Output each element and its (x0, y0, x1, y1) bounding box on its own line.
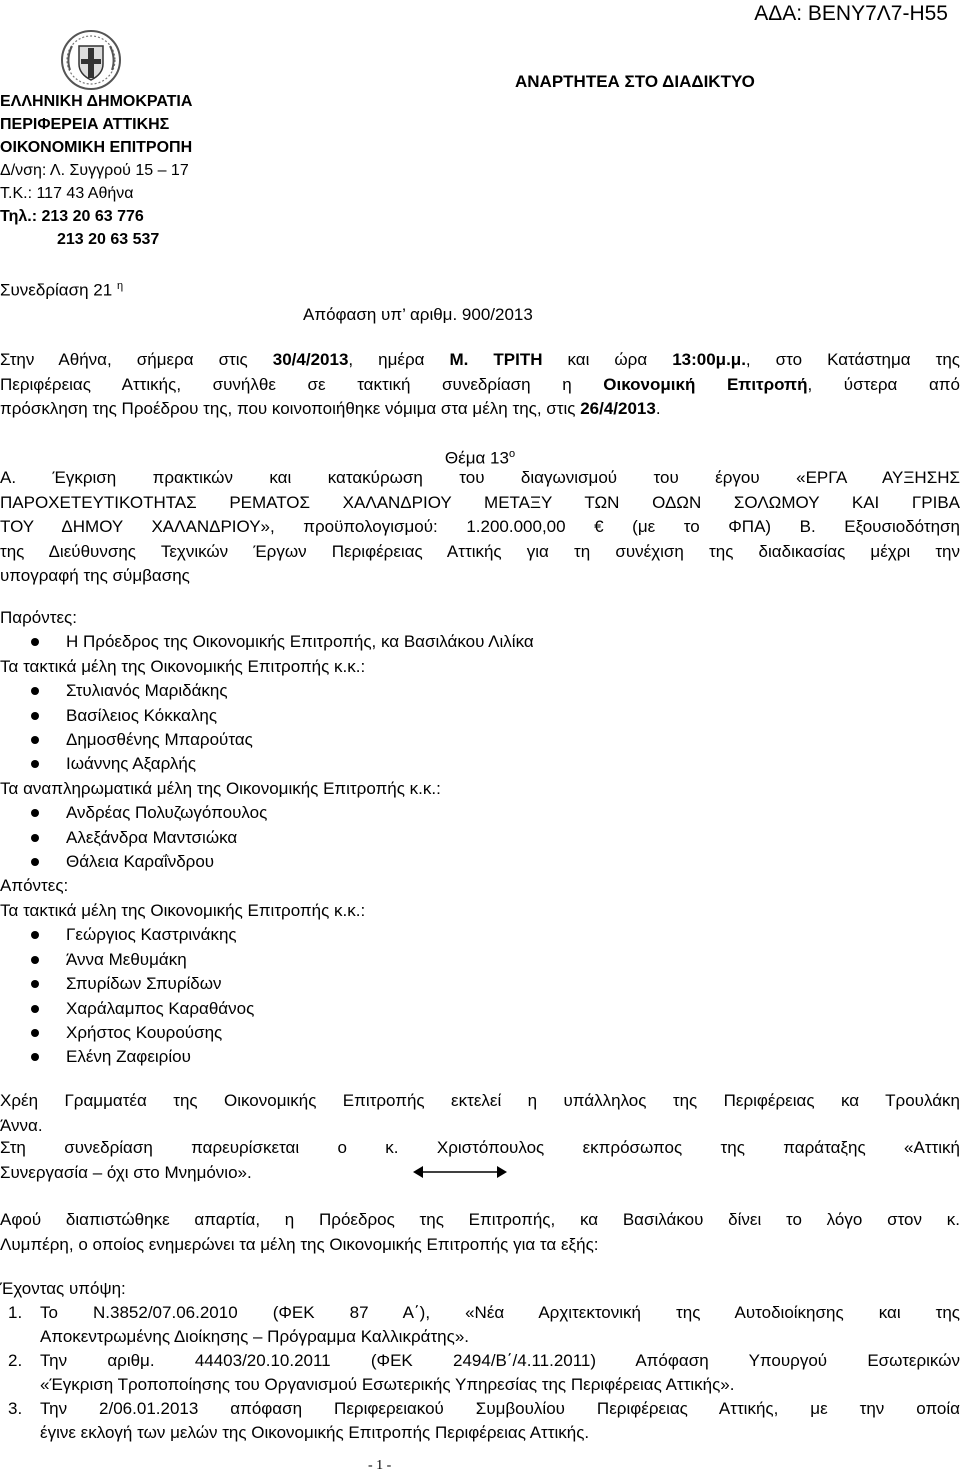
session-label: Συνεδρίαση 21 (0, 280, 113, 300)
secretary-paragraph (0, 1089, 960, 1138)
header-line-address: Δ/νση: Λ. Συγγρού 15 – 17 (0, 162, 189, 179)
considering-label: Έχοντας υπόψη: (0, 1279, 126, 1298)
bullet-icon (31, 1005, 39, 1013)
quorum-line-2: Λυμπέρη, ο οποίος ενημερώνει τα μέλη της Οικονομικής Επιτροπής για τα εξής: (0, 1234, 599, 1254)
subject-line-2: ΠΑΡΟΧΕΤΕΥΤΙΚΟΤΗΤΑΣ ΡΕΜΑΤΟΣ ΧΑΛΑΝΔΡΙΟΥ ΜΕΤΑΞΥ ΤΩΝ ΟΔΩΝ ΣΟΛΩΜΟΥ ΚΑΙ ΓΡΙΒΑ (0, 492, 960, 512)
subject-line-1: Α. Έγκριση πρακτικών και κατακύρωση του διαγωνισμού του έργου «ΕΡΓΑ ΑΥΞΗΣΗΣ (0, 468, 960, 487)
list-item (0, 752, 534, 776)
member-name: Ανδρέας Πολυζωγόπουλος (66, 803, 268, 823)
member-name: Δημοσθένης Μπαρούτας (66, 730, 253, 750)
list-item (0, 704, 534, 728)
list-item (0, 972, 534, 996)
subject-line-3: ΤΟΥ ΔΗΜΟΥ ΧΑΛΑΝΔΡΙΟΥ», προϋπολογισμού: 1.200.000,00 € (με το ΦΠΑ) Β. Εξουσιοδότηση (0, 517, 960, 536)
bullet-icon (31, 834, 39, 842)
quorum-paragraph (0, 1208, 960, 1257)
list-item (0, 948, 534, 972)
list-item (0, 826, 534, 850)
member-name: Ελένη Ζαφειρίου (66, 1047, 191, 1067)
list-item (0, 1349, 960, 1397)
member-name: Ιωάννης Αξαρλής (66, 754, 197, 774)
present-label: Παρόντες: (0, 608, 77, 627)
list-item (0, 679, 534, 703)
intro-text: και ώρα (542, 350, 673, 369)
list-item (0, 1397, 960, 1445)
meeting-date: 30/4/2013 (272, 350, 349, 369)
member-name: Γεώργιος Καστρινάκης (66, 925, 237, 945)
member-name: Χρήστος Κουρούσης (66, 1022, 223, 1042)
president-name: Η Πρόεδρος της Οικονομικής Επιτροπής, κα Βασιλάκου Λιλίκα (66, 632, 534, 652)
attendance-list (0, 606, 534, 1070)
member-name: Αλεξάνδρα Μαντσιώκα (66, 827, 238, 847)
decision-number: Απόφαση υπ’ αριθμ. 900/2013 (303, 305, 533, 324)
bullet-icon (31, 638, 39, 646)
alternate-members-label: Τα αναπληρωματικά μέλη της Οικονομικής Επιτροπής κ.κ.: (0, 778, 441, 798)
list-item (0, 997, 534, 1021)
intro-paragraph (0, 348, 960, 422)
ada-code: ΑΔΑ: ΒΕΝΥ7Λ7-Η55 (754, 2, 948, 25)
header-line-phone2: 213 20 63 537 (57, 231, 160, 248)
intro-text: Περιφέρειας Αττικής, συνήλθε σε τακτική συνεδρίαση η (0, 374, 604, 394)
header-line-committee: ΟΙΚΟΝΟΜΙΚΗ ΕΠΙΤΡΟΠΗ (0, 139, 193, 156)
bullet-icon (31, 712, 39, 720)
presence-line-1: Στη συνεδρίαση παρευρίσκεται ο κ. Χριστόπουλος εκπρόσωπος της παράταξης «Αττική (0, 1138, 960, 1157)
member-name: Άννα Μεθυμάκη (66, 949, 187, 969)
intro-text: , ύστερα από (807, 374, 960, 394)
page-number: - 1 - (368, 1458, 392, 1473)
member-name: Σπυρίδων Σπυρίδων (66, 974, 222, 994)
double-arrow-icon (413, 1165, 507, 1179)
bullet-icon (31, 956, 39, 964)
header-line-region: ΠΕΡΙΦΕΡΕΙΑ ΑΤΤΙΚΗΣ (0, 116, 170, 133)
header-line-country: ΕΛΛΗΝΙΚΗ ΔΗΜΟΚΡΑΤΙΑ (0, 93, 193, 110)
header-line-phone: Τηλ.: 213 20 63 776 (0, 208, 144, 225)
meeting-time: 13:00μ.μ. (672, 350, 746, 369)
item-line: Το Ν.3852/07.06.2010 (ΦΕΚ 87 Α΄), «Νέα Αρχιτεκτονική της Αυτοδιοίκησης και της (40, 1303, 960, 1322)
subject-paragraph (0, 466, 960, 589)
member-name: Βασίλειος Κόκκαλης (66, 705, 218, 725)
issuer-header (0, 90, 192, 251)
member-name: Θάλεια Καραΐνδρου (66, 852, 215, 872)
regular-members-label: Τα τακτικά μέλη της Οικονομικής Επιτροπής κ.κ.: (0, 656, 366, 676)
bullet-icon (31, 1053, 39, 1061)
list-item (0, 728, 534, 752)
item-number: 3. (8, 1399, 23, 1418)
intro-text: . (655, 399, 661, 418)
item-line: Την 2/06.01.2013 απόφαση Περιφερειακού Συμβουλίου Περιφέρειας Αττικής, με την οποία (40, 1399, 960, 1418)
bullet-icon (31, 1029, 39, 1037)
list-item (0, 1045, 534, 1069)
subject-line-5: υπογραφή της σύμβασης (0, 566, 190, 585)
list-item (0, 850, 534, 874)
list-item (0, 923, 534, 947)
list-item (0, 1021, 534, 1045)
secretary-line-2: Άννα. (0, 1115, 43, 1135)
bullet-icon (31, 931, 39, 939)
intro-line-1 (0, 348, 960, 373)
meeting-day: Μ. ΤΡΙΤΗ (449, 350, 543, 369)
greek-coat-of-arms-icon (60, 28, 122, 92)
presence-line-2: Συνεργασία – όχι στο Μνημόνιο». (0, 1162, 252, 1182)
member-name: Στυλιανός Μαριδάκης (66, 681, 228, 701)
member-name: Χαράλαμπος Καραθάνος (66, 998, 255, 1018)
list-item (0, 801, 534, 825)
bullet-icon (31, 687, 39, 695)
bullet-icon (31, 809, 39, 817)
intro-text: , ημέρα (348, 350, 450, 369)
item-number: 2. (8, 1351, 23, 1370)
secretary-line-1: Χρέη Γραμματέα της Οικονομικής Επιτροπής εκτελεί η υπάλληλος της Περιφέρειας κα Τρουλάκη (0, 1091, 960, 1110)
subject-line-4: της Διεύθυνσης Τεχνικών Έργων Περιφέρειας Αττικής για τη συνέχιση της διαδικασίας μέχρι την (0, 541, 960, 561)
item-line: έγινε εκλογή των μελών της Οικονομικής Επιτροπής Περιφέρειας Αττικής. (40, 1423, 590, 1442)
committee-name: Οικονομική Επιτροπή (603, 374, 808, 394)
item-line: Την αριθμ. 44403/20.10.2011 (ΦΕΚ 2494/Β΄/4.11.2011) Απόφαση Υπουργού Εσωτερικών (40, 1351, 960, 1370)
session-sup: η (116, 280, 124, 292)
item-number: 1. (8, 1303, 23, 1322)
header-line-postcode: Τ.Κ.: 117 43 Αθήνα (0, 185, 134, 202)
intro-text: πρόσκληση της Προέδρου της, που κοινοποιήθηκε νόμιμα στα μέλη της, στις (0, 399, 581, 418)
bullet-icon (31, 760, 39, 768)
list-item (0, 630, 534, 654)
intro-text: , στο Κατάστημα της (745, 350, 960, 369)
absent-label: Απόντες: (0, 876, 69, 896)
considering-list (0, 1277, 960, 1445)
quorum-line-1: Αφού διαπιστώθηκε απαρτία, η Πρόεδρος της Επιτροπής, κα Βασιλάκου δίνει το λόγο στον κ. (0, 1210, 960, 1229)
item-line: Αποκεντρωμένης Διοίκησης – Πρόγραμμα Καλλικράτης». (40, 1327, 470, 1346)
theme-label: Θέμα 13 (444, 448, 509, 468)
bullet-icon (31, 858, 39, 866)
session-number (0, 280, 123, 301)
theme-sup: ο (508, 448, 516, 460)
invitation-date: 26/4/2013 (580, 399, 656, 418)
item-line: «Έγκριση Τροποποίησης του Οργανισμού Εσωτερικής Υπηρεσίας της Περιφέρειας Αττικής». (40, 1375, 735, 1394)
regular-members-label: Τα τακτικά μέλη της Οικονομικής Επιτροπής κ.κ.: (0, 900, 366, 920)
publication-notice: ΑΝΑΡΤΗΤΕΑ ΣΤΟ ΔΙΑΔΙΚΤΥΟ (515, 72, 755, 91)
intro-line-2 (0, 373, 960, 398)
bullet-icon (31, 736, 39, 744)
intro-line-3 (0, 397, 960, 422)
list-item (0, 1301, 960, 1349)
bullet-icon (31, 980, 39, 988)
intro-text: Στην Αθήνα, σήμερα στις (0, 350, 273, 369)
